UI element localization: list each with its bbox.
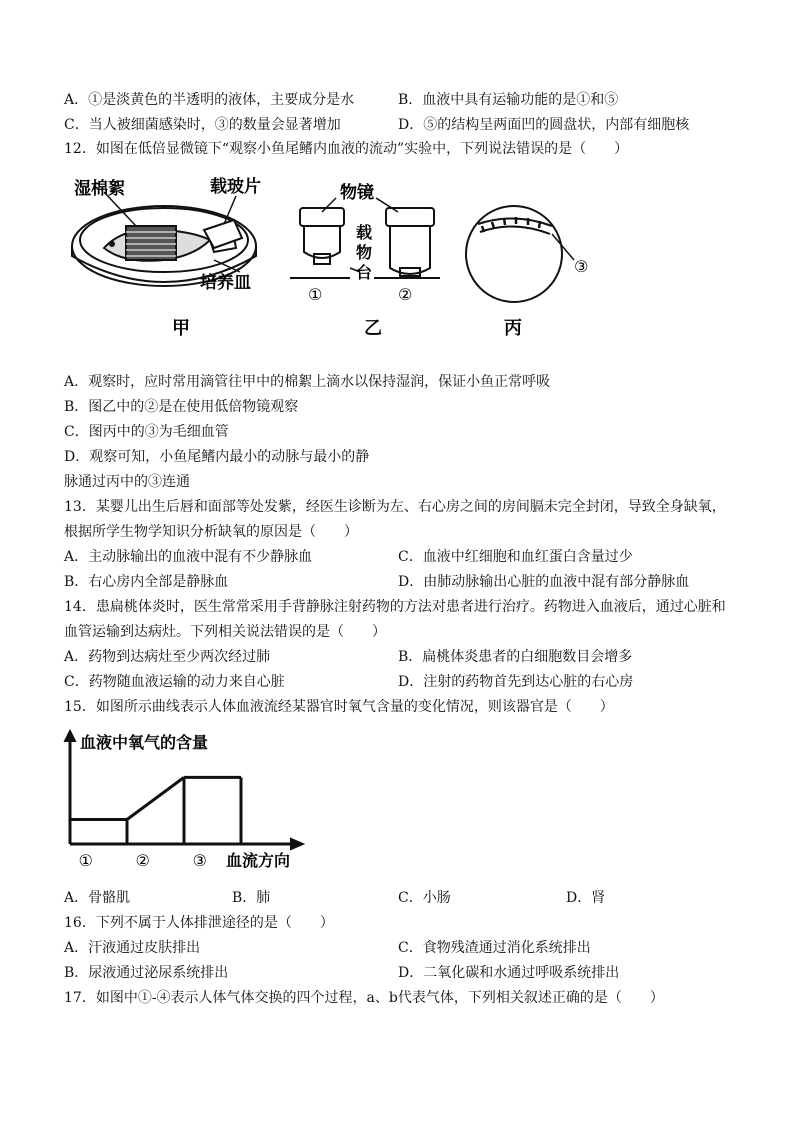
- q14-option-c: C．药物随血液运输的动力来自心脏: [64, 674, 285, 690]
- q13-stem: 13．某婴儿出生后唇和面部等处发紫，经医生诊断为左、右心房之间的房间膈未完全封闭，导致全身缺氧，: [64, 499, 726, 515]
- category-label-3: ③: [192, 851, 207, 870]
- q15-option-a: A．骨骼肌: [64, 890, 131, 906]
- q15-stem: 15．如图所示曲线表示人体血液流经某器官时氧气含量的变化情况，则该器官是（ ）: [64, 699, 614, 715]
- caption-bing: 丙: [504, 318, 522, 339]
- x-axis-label: 血流方向: [226, 851, 291, 870]
- q14-stem: 14．患扁桃体炎时，医生常常采用手背静脉注射药物的方法对患者进行治疗。药物进入血液后，通过心脏和: [64, 599, 726, 615]
- label-num-2: ②: [398, 285, 413, 304]
- caption-jia: 甲: [172, 318, 190, 339]
- q13-option-a: A．主动脉输出的血液中混有不少静脉血: [64, 549, 313, 565]
- q16-stem: 16．下列不属于人体排泄途径的是（ ）: [64, 915, 334, 931]
- q12-option-b: B．图乙中的②是在使用低倍物镜观察: [64, 399, 299, 415]
- q14-option-b: B．扁桃体炎患者的白细胞数目会增多: [398, 649, 633, 665]
- q12-option-a: A．观察时，应时常用滴管往甲中的棉絮上滴水以保持湿润，保证小鱼正常呼吸: [64, 374, 551, 390]
- q14-option-a: A．药物到达病灶至少两次经过肺: [64, 649, 271, 665]
- label-stage-1: 载: [356, 223, 373, 242]
- q15-option-b: B．肺: [232, 890, 271, 906]
- label-stage-3: 台: [356, 263, 373, 282]
- q16-option-a: A．汗液通过皮肤排出: [64, 940, 201, 956]
- q11-option-a: A．①是淡黄色的半透明的液体，主要成分是水: [64, 92, 355, 108]
- q14-stem-cont: 血管运输到达病灶。下列相关说法错误的是（ ）: [64, 624, 386, 640]
- caption-yi: 乙: [364, 318, 382, 339]
- oxygen-line-segment-2: [127, 777, 184, 819]
- q11-option-c: C．当人被细菌感染时，③的数量会显著增加: [64, 117, 341, 133]
- category-label-2: ②: [135, 851, 150, 870]
- q13-option-b: B．右心房内全部是静脉血: [64, 574, 229, 590]
- label-stage-2: 物: [356, 243, 373, 262]
- x-axis-arrow: [290, 838, 304, 850]
- label-objective: 物镜: [340, 183, 374, 203]
- q15-oxygen-chart: [62, 726, 312, 874]
- q11-option-d: D．⑤的结构呈两面凹的圆盘状，内部有细胞核: [398, 117, 690, 133]
- q16-option-d: D．二氧化碳和水通过呼吸系统排出: [398, 965, 620, 981]
- q16-option-b: B．尿液通过泌尿系统排出: [64, 965, 229, 981]
- q11-option-b: B．血液中具有运输功能的是①和⑤: [398, 92, 619, 108]
- label-num-1: ①: [308, 285, 323, 304]
- q13-option-d: D．由肺动脉输出心脏的血液中混有部分静脉血: [398, 574, 690, 590]
- q12-figure: [64, 168, 624, 346]
- label-dish: 培养皿: [200, 273, 251, 293]
- q14-option-d: D．注射的药物首先到达心脏的右心房: [398, 674, 634, 690]
- label-cotton: 湿棉絮: [74, 179, 125, 199]
- q15-option-c: C．小肠: [398, 890, 451, 906]
- q16-option-c: C．食物残渣通过消化系统排出: [398, 940, 591, 956]
- category-label-1: ①: [78, 851, 93, 870]
- q15-option-d: D．肾: [566, 890, 606, 906]
- y-axis-arrow: [64, 730, 76, 742]
- q13-stem-cont: 根据所学生物学知识分析缺氧的原因是（ ）: [64, 524, 358, 540]
- q12-option-c: C．图丙中的③为毛细血管: [64, 424, 229, 440]
- q12-stem: 12．如图在低倍显微镜下“观察小鱼尾鳍内血液的流动”实验中，下列说法错误的是（ ）: [64, 141, 629, 157]
- q17-stem: 17．如图中①-④表示人体气体交换的四个过程，a、b代表气体，下列相关叙述正确的是（ ）: [64, 990, 664, 1006]
- label-slide: 载玻片: [210, 177, 261, 197]
- y-axis-label: 血液中氧气的含量: [80, 733, 209, 752]
- q12-option-d: D．观察可知，小鱼尾鳍内最小的动脉与最小的静: [64, 449, 370, 465]
- label-num-3: ③: [574, 257, 589, 276]
- q13-option-c: C．血液中红细胞和血红蛋白含量过少: [398, 549, 633, 565]
- figure-bing: [466, 206, 574, 302]
- q12-option-d-cont: 脉通过丙中的③连通: [64, 474, 190, 490]
- figure-jia: [72, 192, 256, 286]
